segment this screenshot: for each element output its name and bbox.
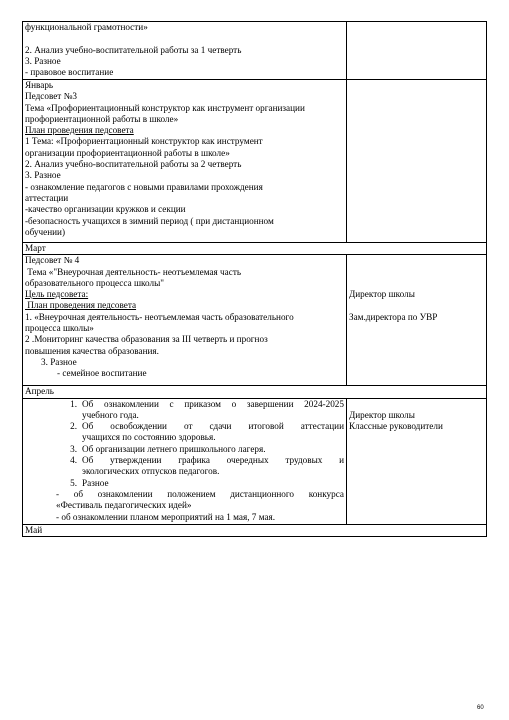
table-row [23,243,487,255]
month-cell [23,524,487,536]
plan-item: организации профориентационной работы в школе» [25,147,230,158]
table-row [23,398,487,524]
plan-item: повышения качества образования. [25,345,159,356]
text-line [349,399,484,410]
plan-item: обучении) [25,226,66,237]
list-item [65,421,344,444]
text-line: Об освобождении от сдачи итоговой аттестации [82,421,344,432]
month-label: Апрель [25,386,54,397]
plan-item: -безопасность учащихся в зимний период ( при дистанционном [25,215,274,226]
list-number: 5. [70,477,77,488]
list-number: 2. [70,421,77,432]
table-row [23,22,487,80]
goal-heading: Цель педсовета: [25,289,89,300]
month-label: Январь [25,80,54,90]
plan-heading: План проведения педсовета [25,125,134,136]
text-line [349,255,484,289]
list-number: 3. [70,443,77,454]
text-line: функциональной грамотности» [25,22,148,32]
text-line: учащихся по состоянию здоровья. [82,432,216,443]
list-text [82,399,344,422]
table-row [23,524,487,536]
table-row [23,80,487,243]
council-title: Педсовет № 4 [25,255,80,266]
council-plan-table [22,21,487,537]
text-line: 2. Анализ учебно-воспитательной работы за 1 четверть [25,44,242,55]
plan-item: - семейное воспитание [57,368,147,379]
month-label: Март [25,243,46,253]
plan-item: 1 Тема: «Профориентационный конструктор как инструмент [25,136,263,147]
council-theme: Тема «Профориентационный конструктор как инструмент организации [25,102,305,113]
list-item [65,455,344,478]
plan-cell [23,22,347,80]
plan-cell [23,398,347,524]
list-text [82,444,344,455]
list-item [65,399,344,422]
list-text [82,455,344,478]
council-title: Педсовет №3 [25,91,77,102]
plan-item: -качество организации кружков и секции [25,204,186,215]
responsible-person: Директор школы [349,409,415,420]
list-number: 4. [70,455,77,466]
responsible-person: Зам.директора по УВР [349,311,438,322]
plan-item: 2. Анализ учебно-воспитательной работы за 2 четверть [25,159,242,170]
text-line: 3. Разное [25,55,61,66]
plan-item: процесса школы» [25,323,94,334]
plan-heading: План проведения педсовета [25,300,137,311]
responsible-cell [347,80,487,243]
council-theme: Тема «"Внеурочная деятельность- неотъемлемая часть [25,266,242,277]
plan-item: - ознакомление педагогов с новыми правилами прохождения [25,181,263,192]
table-row [23,386,487,398]
text-line [25,33,344,44]
list-item [65,478,344,489]
council-theme: профориентационной работы в школе» [25,113,179,124]
list-item [65,444,344,455]
page-number: 60 [477,705,484,711]
table-row [23,255,487,386]
council-theme: образовательного процесса школы" [25,277,164,288]
plan-item: 1. «Внеурочная деятельность- неотъемлемая часть образовательного [25,311,294,322]
responsible-cell [347,398,487,524]
text-line: «Фестиваль педагогических идей» [56,500,192,511]
responsible-cell [347,22,487,80]
text-line: Об организации летнего пришкольного лагеря. [82,443,266,454]
text-line: Разное [82,477,109,488]
plan-item: аттестации [25,192,69,203]
month-label: Май [25,524,43,535]
month-cell [23,386,487,398]
text-line: - об ознакомлении планом мероприятий на 1 мая, 7 мая. [56,511,276,522]
text-line: Об утверждении графика очередных трудовых и [82,455,344,466]
numbered-list [25,399,344,489]
responsible-cell [347,255,487,386]
plan-cell [23,255,347,386]
plan-item: 3. Разное [25,170,61,181]
month-cell [23,243,487,255]
text-line [349,301,484,312]
list-number: 1. [70,398,77,409]
text-line: Об ознакомлении с приказом о завершении 2024-2025 [82,398,344,409]
list-text [82,421,344,444]
text-line: учебного года. [82,409,139,420]
plan-item: 3. Разное [41,356,77,367]
text-line: экологических отпусков педагогов. [82,466,220,477]
responsible-person: Директор школы [349,289,415,300]
plan-item: 2 .Мониторинг качества образования за III четверть и прогноз [25,334,268,345]
text-line: - правовое воспитание [25,67,114,78]
responsible-person: Классные руководители [349,421,443,432]
list-text [82,478,344,489]
plan-cell [23,80,347,243]
text-line: - об ознакомлении положением дистанционного конкурса [56,488,344,499]
